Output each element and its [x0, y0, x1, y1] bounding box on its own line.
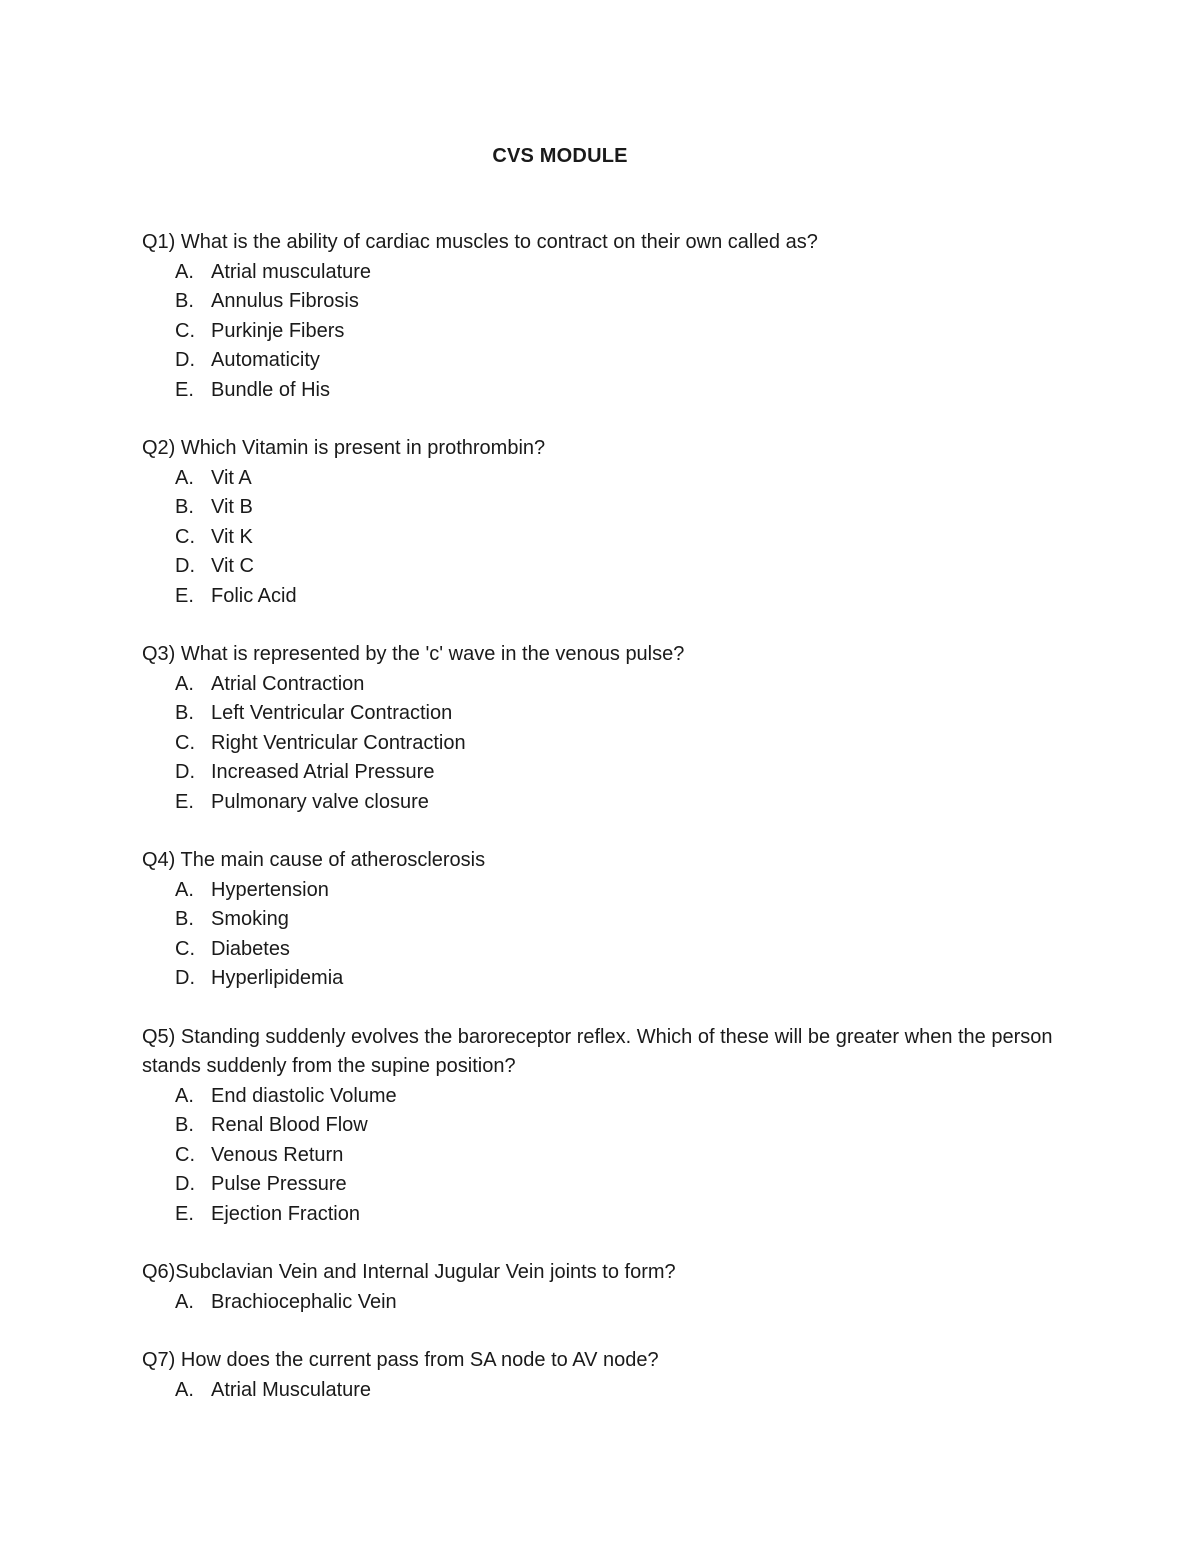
option-list [142, 464, 1062, 612]
option-list [142, 1376, 1062, 1406]
option-letter: A. [175, 260, 194, 283]
question-text: Q6)Subclavian Vein and Internal Jugular Vein joints to form? [142, 1261, 676, 1283]
option-item [142, 935, 1062, 965]
option-text: Vit B [211, 496, 253, 518]
option-item [142, 876, 1062, 906]
page-title: CVS MODULE [492, 145, 628, 167]
question-text: Q4) The main cause of atherosclerosis [142, 849, 486, 871]
option-text: Renal Blood Flow [211, 1114, 368, 1136]
option-letter: E. [175, 378, 194, 401]
option-letter: E. [175, 584, 194, 607]
option-letter: B. [175, 496, 194, 518]
option-letter: B. [175, 1114, 194, 1136]
option-letter: A. [175, 672, 194, 695]
question-text: Q3) What is represented by the 'c' wave in the venous pulse? [142, 643, 685, 665]
option-item [142, 376, 1062, 406]
option-letter: E. [175, 1202, 194, 1225]
option-item [142, 582, 1062, 612]
question-text: Q5) Standing suddenly evolves the baroreceptor reflex. Which of these will be greater when the person stands suddenly from the supine position? [142, 1025, 1053, 1077]
option-letter: D. [175, 555, 195, 577]
option-item [142, 1141, 1062, 1171]
option-letter: B. [175, 702, 194, 724]
option-text: Vit A [211, 466, 252, 489]
question-block [142, 640, 1062, 817]
option-letter: C. [175, 937, 195, 960]
option-item [142, 699, 1062, 729]
option-item [142, 758, 1062, 788]
question-block [142, 228, 1062, 405]
question-block [142, 1023, 1062, 1230]
option-text: Diabetes [211, 937, 290, 960]
option-item [142, 552, 1062, 582]
option-item [142, 523, 1062, 553]
option-list [142, 1082, 1062, 1230]
option-text: Hypertension [211, 878, 329, 901]
option-item [142, 317, 1062, 347]
option-text: Folic Acid [211, 584, 297, 607]
option-letter: A. [175, 1378, 194, 1401]
option-letter: B. [175, 290, 194, 312]
option-item [142, 1200, 1062, 1230]
option-item [142, 964, 1062, 994]
option-text: Pulse Pressure [211, 1173, 347, 1195]
option-text: End diastolic Volume [211, 1084, 397, 1107]
option-letter: A. [175, 466, 194, 489]
question-text: Q7) How does the current pass from SA node to AV node? [142, 1349, 659, 1371]
option-letter: E. [175, 790, 194, 813]
option-letter: D. [175, 967, 195, 989]
option-list [142, 258, 1062, 406]
option-text: Venous Return [211, 1143, 344, 1166]
option-item [142, 258, 1062, 288]
option-list [142, 876, 1062, 994]
question-block [142, 846, 1062, 994]
option-item [142, 1111, 1062, 1141]
option-text: Pulmonary valve closure [211, 790, 429, 813]
option-text: Brachiocephalic Vein [211, 1290, 397, 1313]
option-letter: D. [175, 761, 195, 783]
option-item [142, 287, 1062, 317]
option-letter: D. [175, 1173, 195, 1195]
option-text: Atrial Musculature [211, 1378, 372, 1401]
question-block [142, 1346, 1062, 1405]
option-letter: A. [175, 1290, 194, 1313]
option-list [142, 1288, 1062, 1318]
option-text: Atrial Contraction [211, 672, 365, 695]
option-text: Right Ventricular Contraction [211, 731, 466, 754]
option-text: Bundle of His [211, 378, 330, 401]
option-letter: C. [175, 731, 195, 754]
question-list [142, 228, 1062, 1434]
question-block [142, 1258, 1062, 1317]
option-letter: B. [175, 908, 194, 930]
question-block [142, 434, 1062, 611]
option-item [142, 905, 1062, 935]
option-item [142, 729, 1062, 759]
option-item [142, 493, 1062, 523]
question-text: Q1) What is the ability of cardiac muscles to contract on their own called as? [142, 231, 818, 253]
option-text: Vit K [211, 525, 253, 548]
option-item [142, 1082, 1062, 1112]
option-text: Increased Atrial Pressure [211, 761, 435, 783]
option-item [142, 670, 1062, 700]
option-list [142, 670, 1062, 818]
option-text: Left Ventricular Contraction [211, 702, 453, 724]
option-letter: A. [175, 878, 194, 901]
option-letter: C. [175, 525, 195, 548]
option-text: Vit C [211, 555, 254, 577]
option-item [142, 788, 1062, 818]
option-text: Ejection Fraction [211, 1202, 360, 1225]
option-text: Smoking [211, 908, 289, 930]
option-item [142, 346, 1062, 376]
option-item [142, 1376, 1062, 1406]
option-text: Annulus Fibrosis [211, 290, 359, 312]
option-item [142, 1288, 1062, 1318]
option-text: Purkinje Fibers [211, 319, 345, 342]
option-text: Hyperlipidemia [211, 967, 344, 989]
option-text: Atrial musculature [211, 260, 372, 283]
option-letter: C. [175, 1143, 195, 1166]
option-letter: C. [175, 319, 195, 342]
option-text: Automaticity [211, 349, 320, 371]
option-letter: A. [175, 1084, 194, 1107]
option-item [142, 1170, 1062, 1200]
option-letter: D. [175, 349, 195, 371]
option-item [142, 464, 1062, 494]
question-text: Q2) Which Vitamin is present in prothrombin? [142, 437, 546, 459]
